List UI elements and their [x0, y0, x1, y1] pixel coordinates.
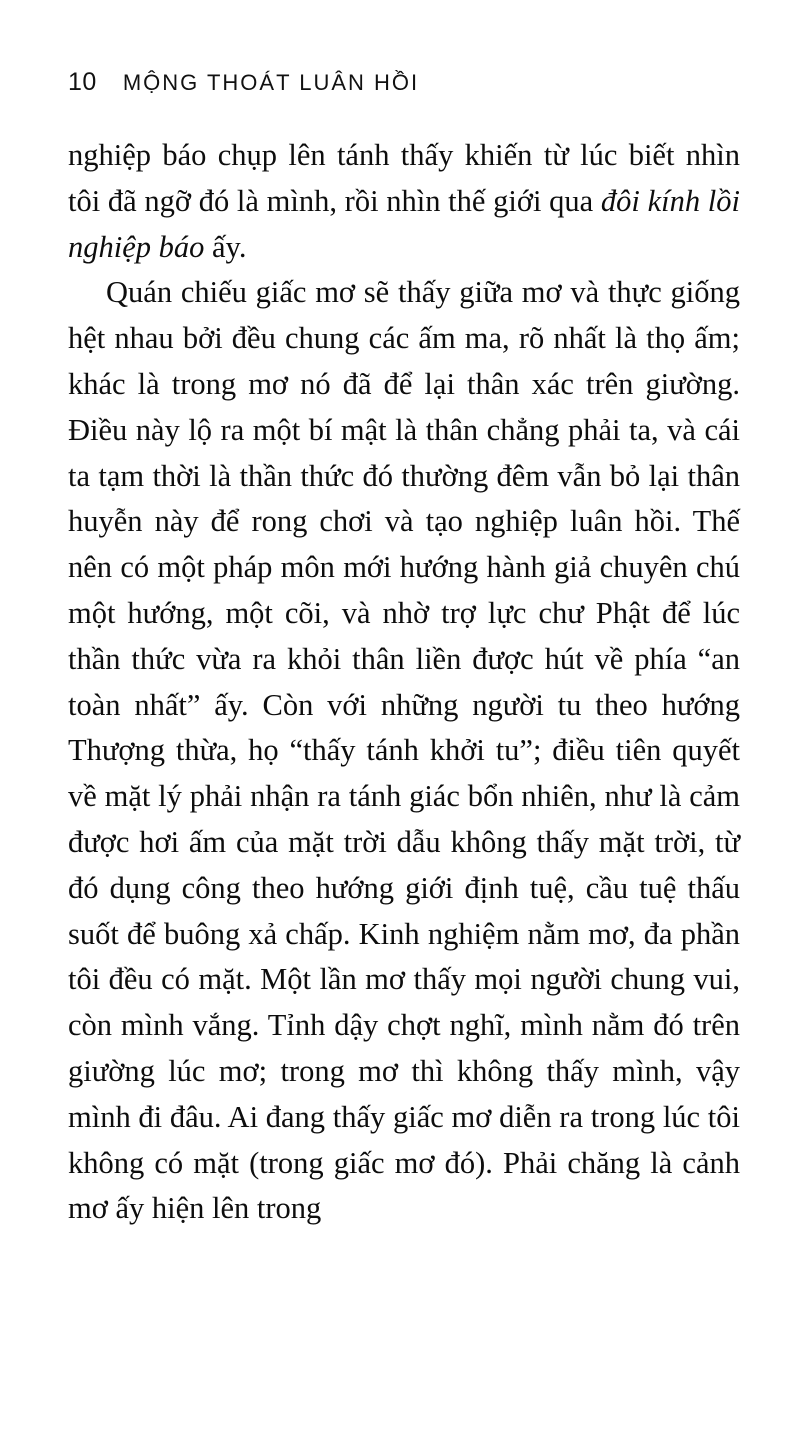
emphasized-phrase: đôi kính lồi nghiệp báo	[68, 183, 740, 264]
page-header	[68, 68, 732, 97]
page-body	[68, 133, 740, 1232]
paragraph: nghiệp báo chụp lên tánh thấy khiến từ lúc biết nhìn tôi đã ngỡ đó là mình, rồi nhìn thế giới qua đôi kính lồi nghiệp báo ấy.	[68, 138, 740, 264]
running-head-title: MỘNG THOÁT LUÂN HỒI	[122, 70, 420, 95]
paragraph: Quán chiếu giấc mơ sẽ thấy giữa mơ và thực giống hệt nhau bởi đều chung các ấm ma, rõ nhất là thọ ấm; khác là trong mơ nó đã để lại thân xác trên giường. Điều này lộ ra một bí mật là thân chẳng phải ta, và cái ta tạm thời là thần thức đó thường đêm vẫn bỏ lại thân huyễn này để rong chơi và tạo nghiệp luân hồi. Thế nên có một pháp môn mới hướng hành giả chuyên chú một hướng, một cõi, và nhờ trợ lực chư Phật để lúc thần thức vừa ra khỏi thân liền được hút về phía “an toàn nhất” ấy. Còn với những người tu theo hướng Thượng thừa, họ “thấy tánh khởi tu”; điều tiên quyết về mặt lý phải nhận ra tánh giác bổn nhiên, như là cảm được hơi ấm của mặt trời dẫu không thấy mặt trời, từ đó dụng công theo hướng giới định tuệ, cầu tuệ thấu suốt để buông xả chấp. Kinh nghiệm nằm mơ, đa phần tôi đều có mặt. Một lần mơ thấy mọi người chung vui, còn mình vắng. Tỉnh dậy chợt nghĩ, mình nằm đó trên giường lúc mơ; trong mơ thì không thấy mình, vậy mình đi đâu. Ai đang thấy giấc mơ diễn ra trong lúc tôi không có mặt (trong giấc mơ đó). Phải chăng là cảnh mơ ấy hiện lên trong	[68, 275, 740, 1226]
page-number: 10	[68, 68, 97, 96]
